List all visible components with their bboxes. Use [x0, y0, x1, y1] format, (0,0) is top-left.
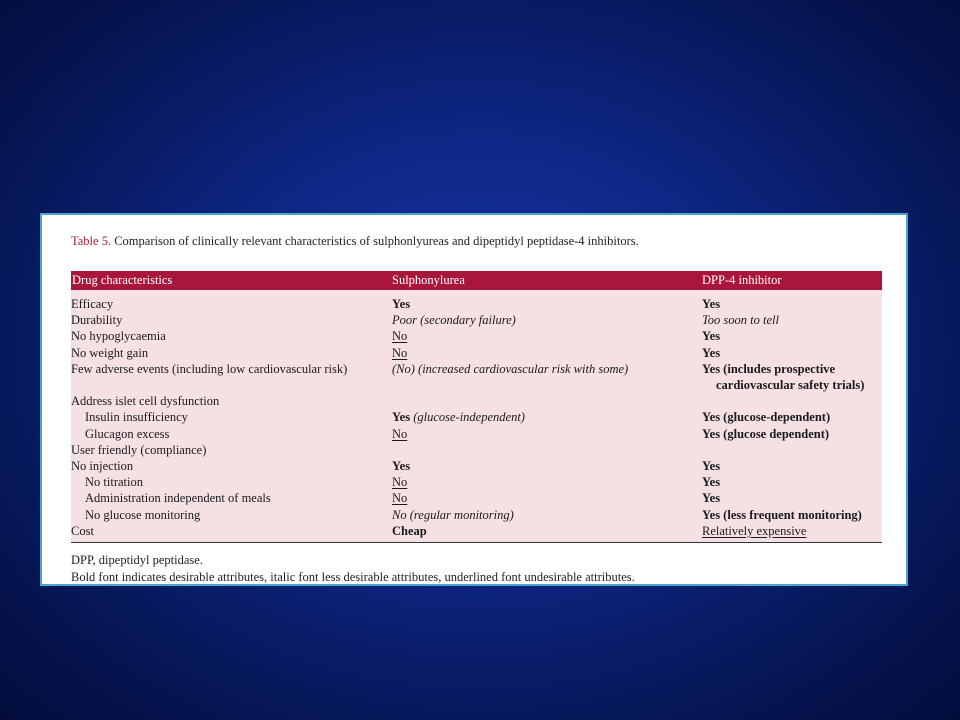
- dpp4-cell: [702, 474, 882, 490]
- row-label: Glucagon excess: [85, 426, 170, 441]
- dpp4-cell: [702, 458, 882, 474]
- sulphonylurea-value: No (regular monitoring): [392, 507, 514, 522]
- sulphonylurea-cell: [392, 458, 702, 474]
- sulphonylurea-value: No: [392, 329, 408, 344]
- row-label: Durability: [71, 313, 123, 328]
- row-label: Cost: [71, 523, 94, 538]
- sulphonylurea-cell: [392, 409, 702, 425]
- dpp4-cell: [702, 490, 882, 506]
- table-row: [71, 361, 882, 393]
- dpp4-cell: [702, 361, 882, 393]
- sulphonylurea-cell: [392, 328, 702, 344]
- dpp4-value: Yes (glucose dependent): [702, 426, 830, 441]
- dpp4-cell: [702, 296, 882, 312]
- footnote-legend: Bold font indicates desirable attributes, italic font less desirable attributes, underlined font undesirable attributes.: [71, 570, 635, 584]
- dpp4-value-continued: cardiovascular safety trials): [716, 378, 865, 393]
- table-row: [71, 328, 882, 344]
- table-row: [71, 490, 882, 506]
- sulphonylurea-cell: [392, 474, 702, 490]
- row-label: Few adverse events (including low cardiovascular risk): [71, 361, 348, 376]
- sulphonylurea-value: No: [392, 426, 408, 441]
- table-row: [71, 474, 882, 490]
- header-sulphonylurea: Sulphonylurea: [392, 273, 465, 287]
- table-row: [71, 393, 882, 409]
- dpp4-value: Yes: [702, 297, 721, 311]
- dpp4-value: Yes (less frequent monitoring): [702, 507, 862, 522]
- sulphonylurea-cell: [392, 393, 702, 409]
- sulphonylurea-cell: [392, 312, 702, 328]
- dpp4-cell: [702, 393, 882, 409]
- dpp4-cell: [702, 409, 882, 425]
- sulphonylurea-note: (glucose-independent): [413, 410, 525, 425]
- table-row: [71, 312, 882, 328]
- sulphonylurea-cell: [392, 523, 702, 539]
- table-bottom-rule: [71, 542, 882, 543]
- dpp4-value: Yes (glucose-dependent): [702, 410, 831, 425]
- sulphonylurea-value: No: [392, 491, 408, 506]
- sulphonylurea-cell: [392, 442, 702, 458]
- sulphonylurea-cell: [392, 426, 702, 442]
- footnote-abbreviation: DPP, dipeptidyl peptidase.: [71, 553, 203, 567]
- slide-frame: [40, 213, 908, 586]
- sulphonylurea-cell: [392, 507, 702, 523]
- dpp4-cell: [702, 426, 882, 442]
- header-dpp4-inhibitor: DPP-4 inhibitor: [702, 273, 782, 287]
- table-caption: [71, 234, 639, 249]
- table-row: [71, 409, 882, 425]
- dpp4-cell: [702, 523, 882, 539]
- sulphonylurea-cell: [392, 296, 702, 312]
- sulphonylurea-value: No: [392, 475, 408, 490]
- sulphonylurea-cell: [392, 361, 702, 393]
- dpp4-cell: [702, 328, 882, 344]
- sulphonylurea-cell: [392, 345, 702, 361]
- table-row: [71, 426, 882, 442]
- sulphonylurea-cell: [392, 490, 702, 506]
- table-row: [71, 458, 882, 474]
- row-label: Address islet cell dysfunction: [71, 394, 220, 409]
- table-title: Comparison of clinically relevant characteristics of sulphonlyureas and dipeptidyl peptidase-4 inhibitors.: [114, 234, 639, 248]
- table-row: [71, 345, 882, 361]
- table-row: [71, 296, 882, 312]
- table-number: Table 5.: [71, 234, 112, 248]
- dpp4-value: Yes: [702, 491, 721, 506]
- dpp4-cell: [702, 312, 882, 328]
- row-label: No glucose monitoring: [85, 507, 201, 522]
- dpp4-value: Yes: [702, 329, 721, 344]
- dpp4-cell: [702, 345, 882, 361]
- row-label: Administration independent of meals: [85, 491, 271, 506]
- sulphonylurea-value: Yes: [392, 410, 411, 425]
- row-label: User friendly (compliance): [71, 442, 207, 457]
- sulphonylurea-value: Yes: [392, 297, 411, 311]
- dpp4-value: Relatively expensive: [702, 523, 807, 538]
- table-row: [71, 442, 882, 458]
- header-drug-characteristics: Drug characteristics: [72, 273, 173, 287]
- table-footnotes: [71, 552, 635, 586]
- row-label: No titration: [85, 475, 143, 490]
- dpp4-value: Yes (includes prospective: [702, 361, 836, 376]
- row-label: No weight gain: [71, 345, 149, 360]
- sulphonylurea-value: Yes: [392, 459, 411, 474]
- dpp4-value: Yes: [702, 345, 721, 360]
- row-label: Insulin insufficiency: [85, 410, 188, 425]
- table-row: [71, 507, 882, 523]
- row-label: Efficacy: [71, 297, 114, 311]
- sulphonylurea-value: Poor (secondary failure): [392, 313, 516, 328]
- table-row: [71, 523, 882, 539]
- dpp4-value: Yes: [702, 475, 721, 490]
- table-header-row: [71, 271, 882, 290]
- dpp4-value: Too soon to tell: [702, 313, 779, 328]
- dpp4-value: Yes: [702, 459, 721, 474]
- dpp4-cell: [702, 507, 882, 523]
- row-label: No injection: [71, 459, 134, 474]
- row-label: No hypoglycaemia: [71, 329, 166, 344]
- sulphonylurea-value: (No) (increased cardiovascular risk with some): [392, 361, 629, 376]
- table-body: [71, 290, 882, 542]
- comparison-table: [71, 271, 882, 543]
- sulphonylurea-value: No: [392, 345, 408, 360]
- dpp4-cell: [702, 442, 882, 458]
- sulphonylurea-value: Cheap: [392, 523, 427, 538]
